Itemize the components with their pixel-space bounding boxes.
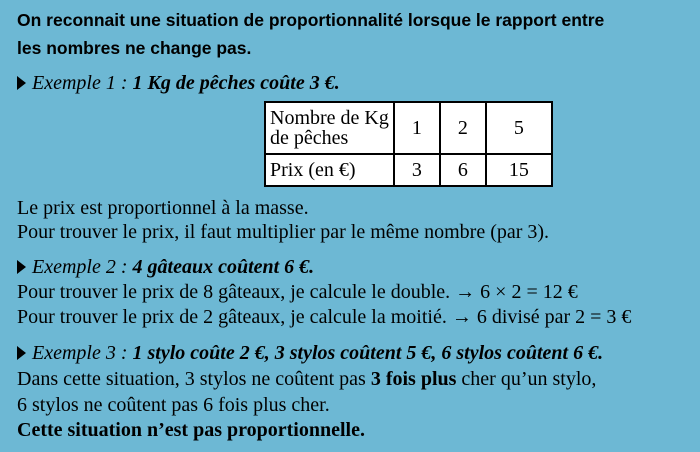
example-2-statement: 4 gâteaux coûtent 6 €. [132, 256, 315, 278]
intro-line-1: On reconnait une situation de proportionnalité lorsque le rapport entre [17, 10, 605, 30]
intro-line-2: les nombres ne change pas. [17, 38, 252, 58]
example-3-text-1: Dans cette situation, 3 stylos ne coûtent pas 3 fois plus cher qu’un stylo, [17, 368, 597, 390]
example-3-label: Exemple 3 : [32, 342, 133, 364]
example-2-heading [17, 255, 314, 279]
example-1-heading [17, 71, 340, 95]
table-cell: 3 [394, 154, 440, 186]
table-cell: 6 [440, 154, 486, 186]
example-1-text-2: Pour trouver le prix, il faut multiplier par le même nombre (par 3). [17, 221, 550, 243]
table-cell: 2 [440, 102, 486, 154]
example-1-label: Exemple 1 : [32, 72, 133, 94]
example-2-text-1: Pour trouver le prix de 8 gâteaux, je calcule le double. → 6 × 2 = 12 € [17, 281, 578, 303]
proportion-table [264, 101, 553, 187]
example-2-label: Exemple 2 : [32, 256, 133, 278]
bullet-icon [17, 76, 26, 90]
example-3-text-2: 6 stylos ne coûtent pas 6 fois plus cher. [17, 394, 330, 416]
bullet-icon [17, 260, 26, 274]
table-cell: 5 [486, 102, 552, 154]
example-3-heading [17, 341, 603, 365]
table-cell: 15 [486, 154, 552, 186]
table-cell: 1 [394, 102, 440, 154]
bullet-icon [17, 346, 26, 360]
table-row-price [265, 154, 552, 186]
example-1-text-1: Le prix est proportionnel à la masse. [17, 197, 309, 219]
example-3-statement: 1 stylo coûte 2 €, 3 stylos coûtent 5 €, 6 stylos coûtent 6 €. [132, 342, 604, 364]
table-header-kg: Nombre de Kg de pêches [265, 102, 394, 154]
example-2-text-2: Pour trouver le prix de 2 gâteaux, je calcule la moitié. → 6 divisé par 2 = 3 € [17, 306, 632, 328]
example-1-statement: 1 Kg de pêches coûte 3 €. [132, 72, 340, 94]
table-row-kg [265, 102, 552, 154]
table-header-price: Prix (en €) [265, 154, 394, 186]
conclusion: Cette situation n’est pas proportionnelle. [17, 419, 365, 441]
